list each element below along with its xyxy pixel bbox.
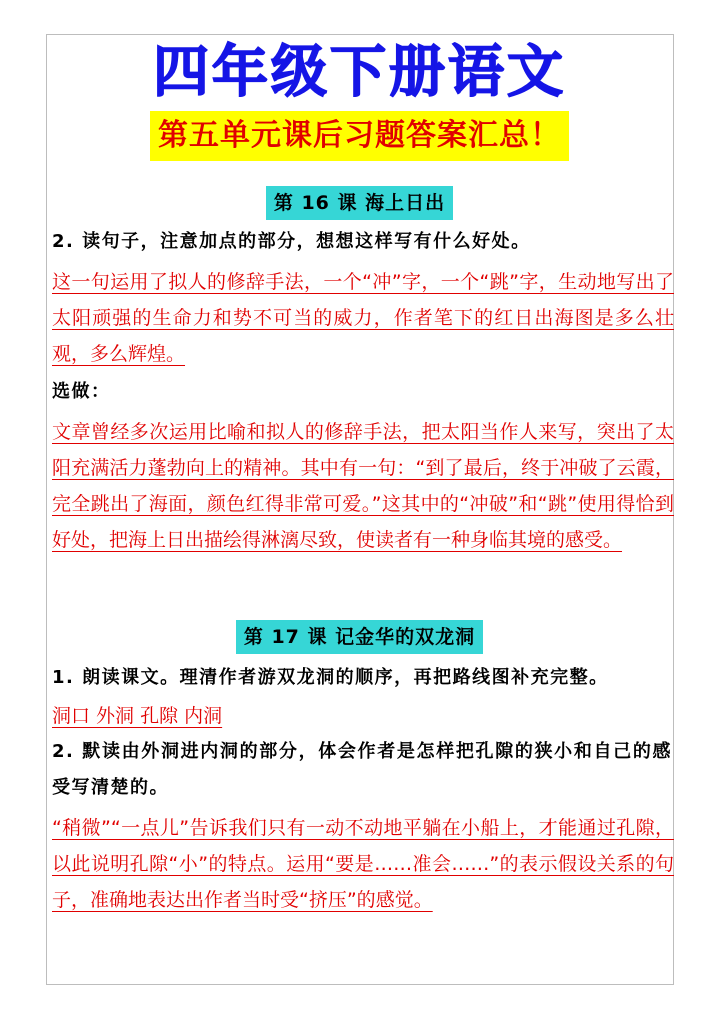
lesson-16-answer-2 (52, 264, 674, 372)
lesson-17-question-2: 2. 默读由外洞进内洞的部分，体会作者是怎样把孔隙的狭小和自己的感受写清楚的。 (52, 741, 672, 798)
lesson-17-answer-2-text: “稍微”“一点儿”告诉我们只有一动不动地平躺在小船上，才能通过孔隙，以此说明孔隙“小”的特点。运用“要是……准会……”的表示假设关系的句子，准确地表达出作者当时受“挤压”的感觉。 (52, 817, 674, 911)
lesson-16-optional-label: 选做： (52, 381, 111, 402)
lesson-17-heading-wrap (0, 620, 719, 654)
lesson-17-answer-1-text: 洞口 外洞 孔隙 内洞 (52, 705, 223, 727)
lesson-17-heading: 第 17 课 记金华的双龙洞 (236, 620, 483, 654)
lesson-16-answer-2-text: 这一句运用了拟人的修辞手法，一个“冲”字，一个“跳”字，生动地写出了太阳顽强的生命力和势不可当的威力，作者笔下的红日出海图是多么壮观，多么辉煌。 (52, 271, 674, 365)
lesson-16-heading: 第 16 课 海上日出 (266, 186, 453, 220)
lesson-16-heading-wrap (0, 186, 719, 220)
lesson-17-answer-2 (52, 810, 674, 918)
lesson-16-question-2: 2. 读句子，注意加点的部分，想想这样写有什么好处。 (52, 231, 531, 252)
lesson-17-question-1: 1. 朗读课文。理清作者游双龙洞的顺序，再把路线图补充完整。 (52, 667, 609, 688)
lesson-16-optional-answer-text: 文章曾经多次运用比喻和拟人的修辞手法，把太阳当作人来写，突出了太阳充满活力蓬勃向上的精神。其中有一句：“到了最后，终于冲破了云霞，完全跳出了海面，颜色红得非常可爱。”这其中的“冲破”和“跳”使用得恰到好处，把海上日出描绘得淋漓尽致，使读者有一种身临其境的感受。 (52, 421, 674, 551)
subtitle-wrap (0, 111, 719, 161)
lesson-17-answer-1 (52, 698, 674, 734)
page-title: 四年级下册语文 (153, 40, 566, 105)
lesson-16-optional-answer (52, 414, 674, 558)
subtitle: 第五单元课后习题答案汇总！ (150, 111, 569, 161)
